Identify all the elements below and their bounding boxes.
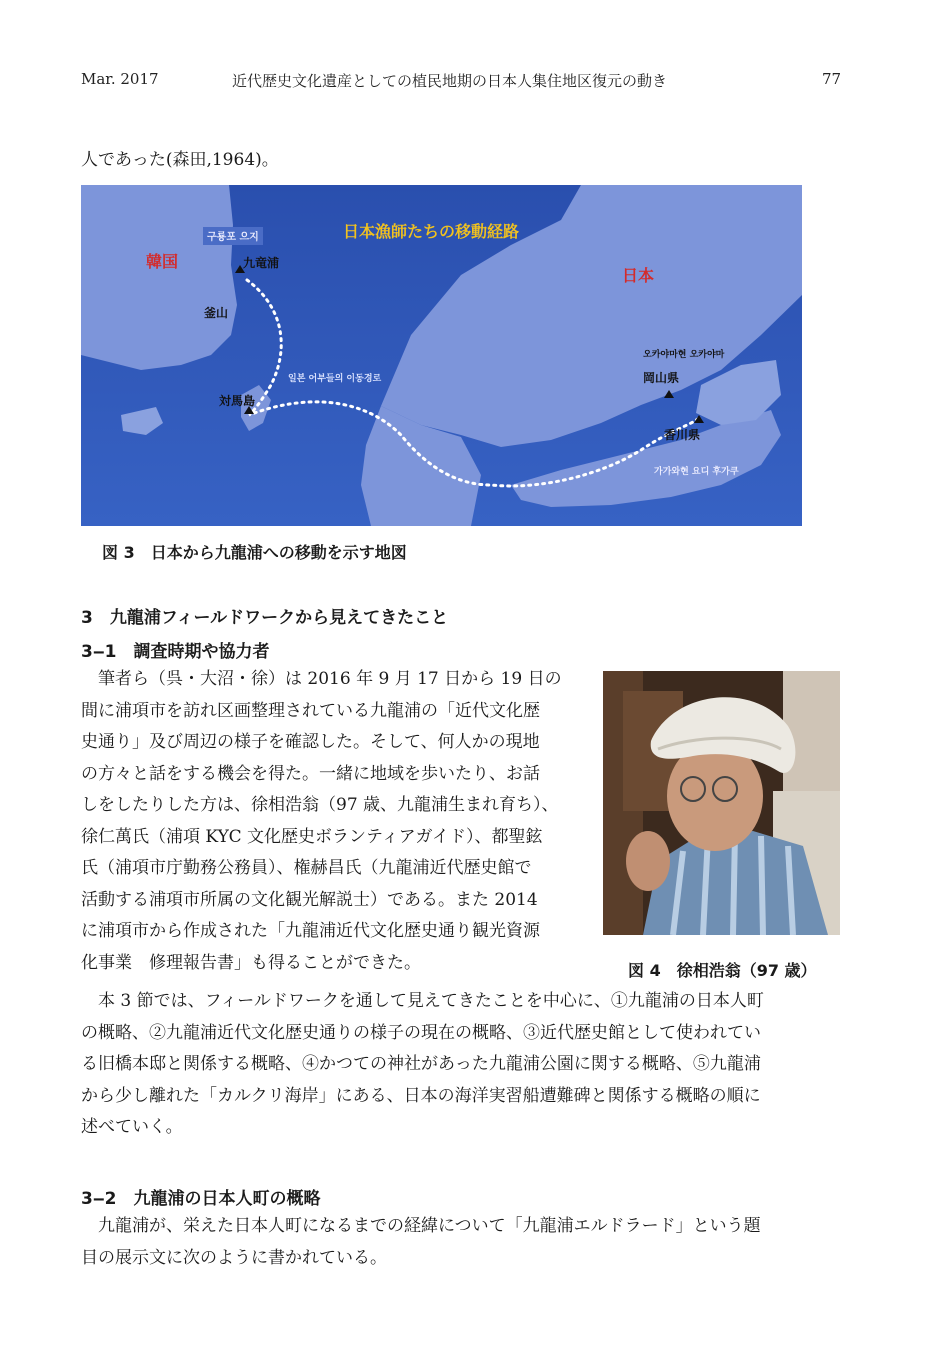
- figure4-caption: 図 4 徐相浩翁（97 歳）: [628, 961, 817, 980]
- portrait-photo: [603, 671, 840, 935]
- para-line: 述べていく。: [81, 1117, 183, 1137]
- intro-line: 人であった(森田,1964)。: [81, 150, 279, 170]
- section3-overview-paragraph: [81, 986, 851, 1144]
- section3-1-paragraph: [81, 664, 591, 979]
- map-label-guryongpo: 九竜浦: [243, 256, 280, 270]
- section3-heading: 3 九龍浦フィールドワークから見えてきたこと: [81, 608, 449, 628]
- para-line: 筆者ら（呉・大沼・徐）は 2016 年 9 月 17 日から 19 日の: [81, 669, 562, 689]
- para-line: る旧橋本邸と関係する概略、④かつての神社があった九龍浦公園に関する概略、⑤九龍浦: [81, 1054, 761, 1074]
- para-line: 活動する浦項市所属の文化観光解説士）である。また 2014: [81, 889, 538, 910]
- para-line: 史通り」及び周辺の様子を確認した。そして、何人かの現地: [81, 732, 540, 752]
- running-title: 近代歴史文化遺産としての植民地期の日本人集住地区復元の動き: [232, 72, 668, 90]
- hand: [626, 831, 670, 891]
- section3-2-heading: 3‒2 九龍浦の日本人町の概略: [81, 1189, 321, 1209]
- hangul-label-top-left: 구룡포 으지: [207, 232, 259, 243]
- para-line: の概略、②九龍浦近代文化歴史通りの様子の現在の概略、③近代歴史館として使われてい: [81, 1022, 761, 1043]
- para-line: 九龍浦が、栄えた日本人町になるまでの経緯について「九龍浦エルドラード」という題: [81, 1216, 761, 1236]
- para-line: の方々と話をする機会を得た。一緒に地域を歩いたり、お話: [81, 763, 540, 784]
- para-line: から少し離れた「カルクリ海岸」にある、日本の海洋実習船遭難碑と関係する概略の順に: [81, 1085, 761, 1106]
- para-line: しをしたりした方は、徐相浩翁（97 歳、九龍浦生まれ育ち）、: [81, 795, 559, 815]
- map-label-japan: 日本: [622, 266, 655, 285]
- para-line: 徐仁萬氏（浦項 KYC 文化歴史ボランティアガイド）、都聖鉉: [81, 826, 543, 847]
- para-line: 氏（浦項市庁勤務公務員）、権赫昌氏（九龍浦近代歴史館で: [81, 858, 532, 878]
- map-label-busan: 釜山: [204, 306, 229, 320]
- korea-landmass: [81, 185, 237, 370]
- page-number: 77: [822, 70, 842, 88]
- map-label-okayama: 岡山県: [643, 371, 680, 385]
- para-line: 化事業 修理報告書」も得ることができた。: [81, 952, 421, 973]
- hangul-kagawa-label: 가가와현 요디 후가쿠: [654, 467, 739, 477]
- para-line: 本 3 節では、フィールドワークを通して見えてきたことを中心に、①九龍浦の日本人町: [81, 991, 764, 1011]
- section3-1-heading: 3‒1 調査時期や協力者: [81, 642, 270, 662]
- figure3-caption: 図 3 日本から九龍浦への移動を示す地図: [102, 543, 407, 562]
- header-date: Mar. 2017: [81, 70, 159, 88]
- para-line: に浦項市から作成された「九龍浦近代文化歴史通り観光資源: [81, 921, 540, 941]
- para-line: 間に浦項市を訪れ区画整理されている九龍浦の「近代文化歴: [81, 700, 540, 721]
- map-label-tsushima: 対馬島: [219, 394, 256, 408]
- para-line: 目の展示文に次のように書かれている。: [81, 1247, 387, 1268]
- map-route-title: 日本漁師たちの移動経路: [343, 222, 520, 241]
- hangul-okayama-label: 오카야마현 오카야마: [643, 350, 725, 360]
- hangul-route-label: 일본 어부들의 이동경로: [288, 374, 382, 384]
- section3-2-paragraph: [81, 1211, 851, 1274]
- map-label-korea: 韓国: [146, 252, 179, 271]
- migration-route-map: [81, 185, 802, 526]
- map-label-kagawa: 香川県: [664, 428, 701, 442]
